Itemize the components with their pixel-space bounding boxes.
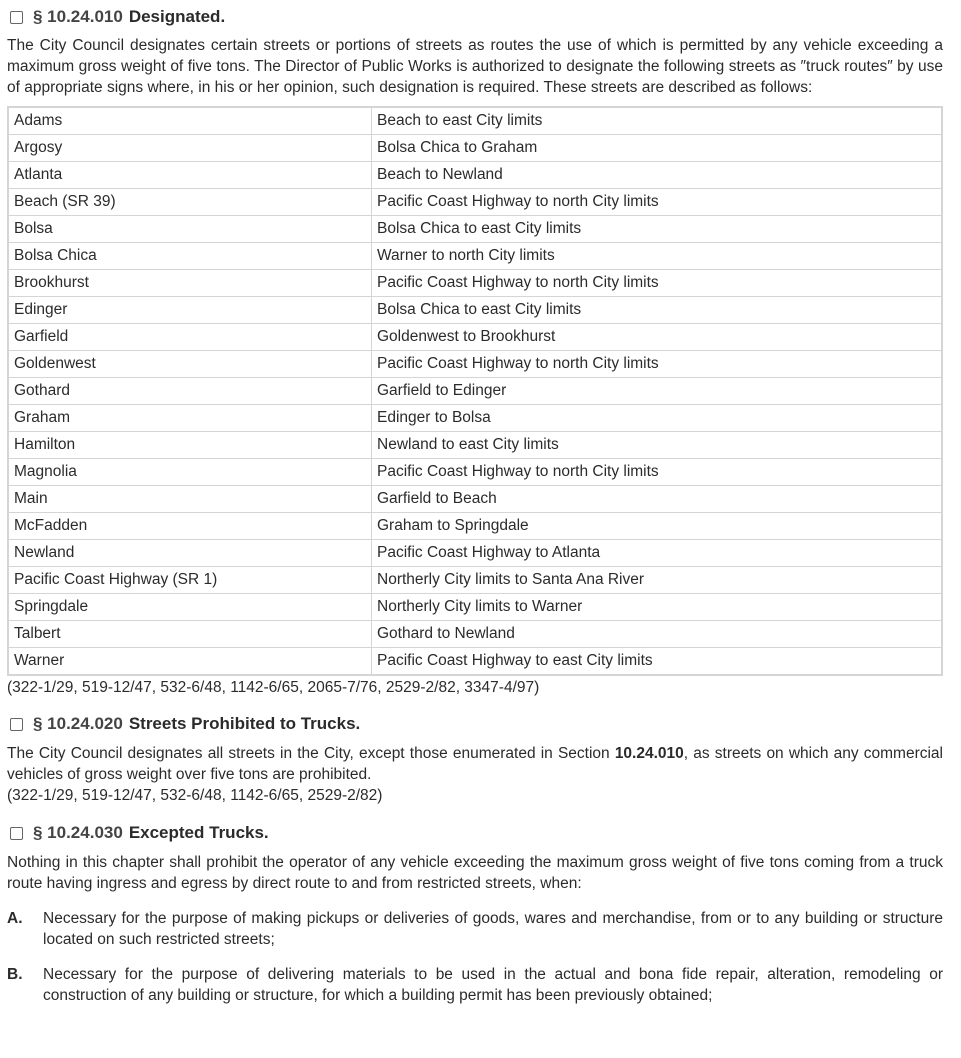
street-name-cell: Hamilton [8, 432, 372, 459]
table-row [8, 405, 942, 432]
section-select-checkbox[interactable] [10, 718, 23, 731]
street-name-cell: Main [8, 486, 372, 513]
table-row [8, 324, 942, 351]
body-text: The City Council designates all streets in the City, except those enumerated in Section [7, 745, 615, 762]
route-limits-cell: Northerly City limits to Warner [372, 594, 943, 621]
section-heading [7, 823, 943, 843]
section-body: The City Council designates certain streets or portions of streets as routes the use of which is permitted by any vehicle exceeding a maximum gross weight of five tons. The Director of Public Works is authorized to designate the following streets as ″truck routes″ by use of appropriate signs where, in his or her opinion, such designation is required. These streets are described as follows: [7, 37, 943, 96]
route-limits-cell: Pacific Coast Highway to north City limits [372, 270, 943, 297]
street-name-cell: Garfield [8, 324, 372, 351]
table-row [8, 540, 942, 567]
street-name-cell: Newland [8, 540, 372, 567]
table-row [8, 594, 942, 621]
table-row [8, 107, 942, 135]
section-number: § 10.24.020 [33, 714, 123, 733]
list-item-text: Necessary for the purpose of delivering materials to be used in the actual and bona fide repair, alteration, remodeling or construction of any building or structure, for which a building permit has been previously obtained; [43, 966, 943, 1004]
route-limits-cell: Bolsa Chica to east City limits [372, 216, 943, 243]
list-item-text: Necessary for the purpose of making pickups or deliveries of goods, wares and merchandise, from or to any building or structure located on such restricted streets; [43, 910, 943, 948]
section-reference-link[interactable]: 10.24.010 [614, 745, 684, 762]
table-row [8, 459, 942, 486]
table-row [8, 162, 942, 189]
street-name-cell: Talbert [8, 621, 372, 648]
route-limits-cell: Beach to east City limits [372, 107, 943, 135]
section-10-24-030 [7, 823, 943, 1006]
section-history: (322-1/29, 519-12/47, 532-6/48, 1142-6/65, 2065-7/76, 2529-2/82, 3347-4/97) [7, 679, 540, 696]
section-10-24-010 [7, 0, 943, 698]
section-number: § 10.24.030 [33, 823, 123, 842]
list-item [7, 908, 943, 950]
street-name-cell: Bolsa [8, 216, 372, 243]
route-limits-cell: Edinger to Bolsa [372, 405, 943, 432]
route-limits-cell: Pacific Coast Highway to Atlanta [372, 540, 943, 567]
table-row [8, 189, 942, 216]
section-body [7, 743, 943, 785]
street-name-cell: Goldenwest [8, 351, 372, 378]
table-row [8, 648, 942, 676]
route-limits-cell: Gothard to Newland [372, 621, 943, 648]
section-number: § 10.24.010 [33, 7, 123, 26]
body-text: , as streets on which any commercial vehicles of gross weight over five tons are prohibited. [7, 745, 943, 783]
table-row [8, 486, 942, 513]
section-10-24-020 [7, 714, 943, 806]
route-limits-cell: Goldenwest to Brookhurst [372, 324, 943, 351]
street-name-cell: Springdale [8, 594, 372, 621]
street-name-cell: Gothard [8, 378, 372, 405]
street-name-cell: Magnolia [8, 459, 372, 486]
street-name-cell: Graham [8, 405, 372, 432]
street-name-cell: Pacific Coast Highway (SR 1) [8, 567, 372, 594]
street-name-cell: Beach (SR 39) [8, 189, 372, 216]
section-select-checkbox[interactable] [10, 827, 23, 840]
route-limits-cell: Northerly City limits to Santa Ana River [372, 567, 943, 594]
section-title: Streets Prohibited to Trucks. [128, 714, 361, 733]
section-title: Excepted Trucks. [128, 823, 269, 842]
route-limits-cell: Beach to Newland [372, 162, 943, 189]
route-limits-cell: Pacific Coast Highway to north City limits [372, 189, 943, 216]
route-limits-cell: Newland to east City limits [372, 432, 943, 459]
section-select-checkbox[interactable] [10, 11, 23, 24]
street-name-cell: Edinger [8, 297, 372, 324]
table-row [8, 270, 942, 297]
route-limits-cell: Bolsa Chica to east City limits [372, 297, 943, 324]
street-name-cell: Atlanta [8, 162, 372, 189]
route-limits-cell: Bolsa Chica to Graham [372, 135, 943, 162]
table-row [8, 567, 942, 594]
table-row [8, 135, 942, 162]
section-heading [7, 714, 943, 734]
table-row [8, 351, 942, 378]
section-history: (322-1/29, 519-12/47, 532-6/48, 1142-6/65, 2529-2/82) [7, 787, 383, 804]
table-row [8, 243, 942, 270]
route-limits-cell: Garfield to Edinger [372, 378, 943, 405]
list-item [7, 964, 943, 1006]
table-row [8, 297, 942, 324]
street-name-cell: Warner [8, 648, 372, 676]
route-limits-cell: Garfield to Beach [372, 486, 943, 513]
table-row [8, 216, 942, 243]
table-row [8, 621, 942, 648]
route-limits-cell: Pacific Coast Highway to north City limits [372, 351, 943, 378]
table-row [8, 513, 942, 540]
route-limits-cell: Pacific Coast Highway to east City limits [372, 648, 943, 676]
table-row [8, 378, 942, 405]
street-name-cell: McFadden [8, 513, 372, 540]
list-item-label: B. [7, 966, 23, 983]
section-heading [7, 7, 943, 27]
list-item-label: A. [7, 910, 23, 927]
street-name-cell: Adams [8, 107, 372, 135]
route-limits-cell: Graham to Springdale [372, 513, 943, 540]
truck-routes-table [7, 106, 943, 676]
section-title: Designated. [128, 7, 226, 26]
route-limits-cell: Warner to north City limits [372, 243, 943, 270]
section-body: Nothing in this chapter shall prohibit the operator of any vehicle exceeding the maximum gross weight of five tons coming from a truck route having ingress and egress by direct route to and from restricted streets, when: [7, 854, 943, 892]
street-name-cell: Brookhurst [8, 270, 372, 297]
street-name-cell: Bolsa Chica [8, 243, 372, 270]
street-name-cell: Argosy [8, 135, 372, 162]
route-limits-cell: Pacific Coast Highway to north City limits [372, 459, 943, 486]
table-row [8, 432, 942, 459]
